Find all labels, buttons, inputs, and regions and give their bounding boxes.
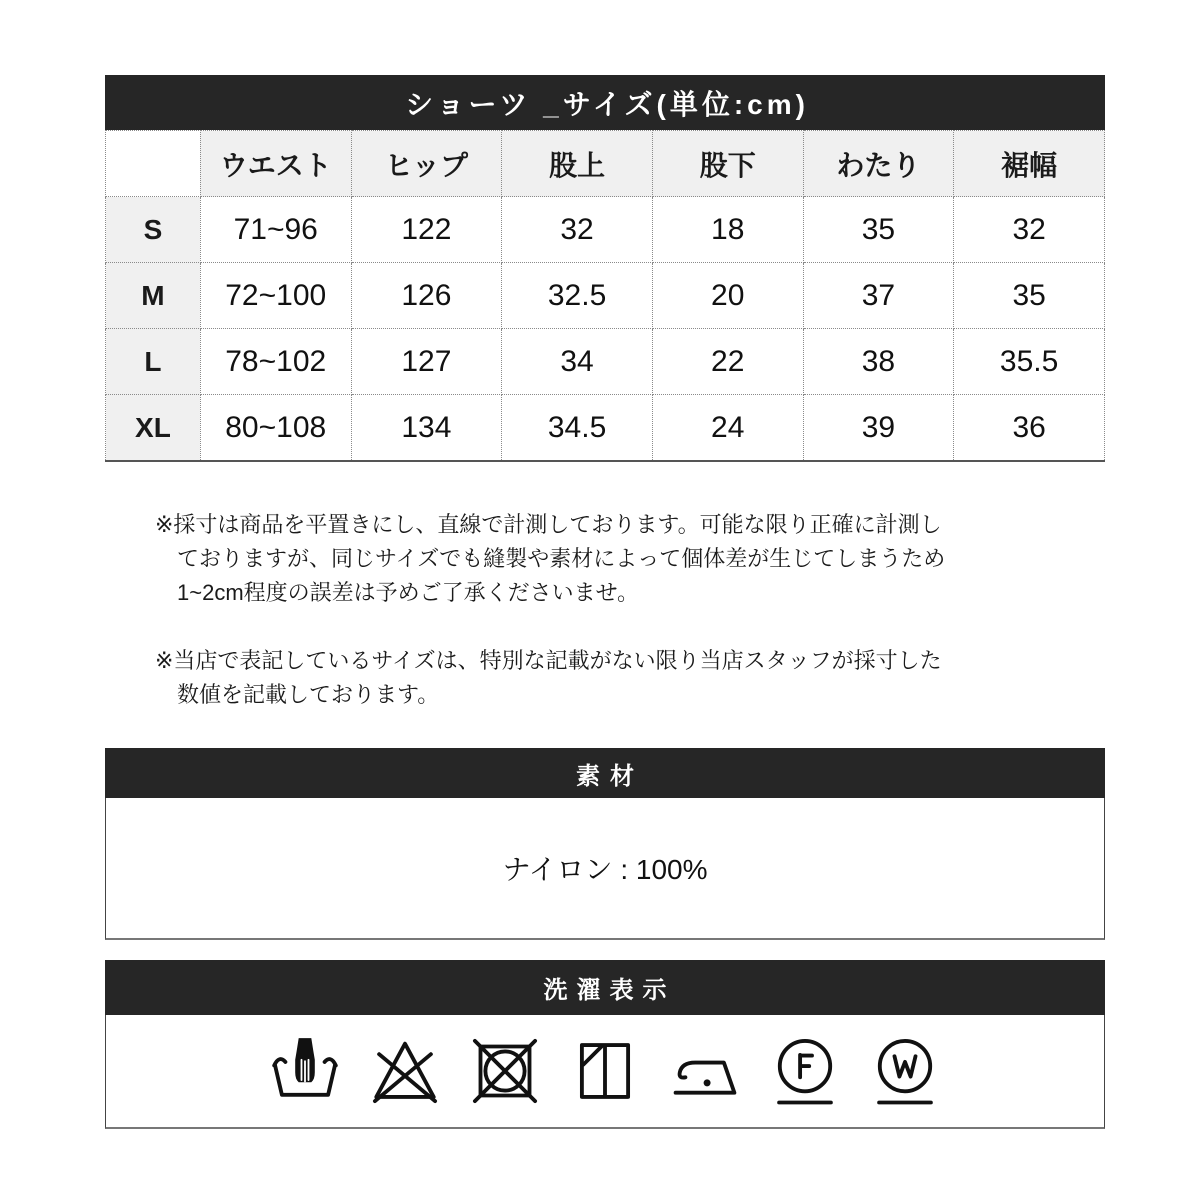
size-table: [105, 130, 1105, 462]
cell-inseam: 24: [652, 395, 803, 462]
column-header-inseam: 股下: [652, 131, 803, 197]
note-line: ※当店で表記しているサイズは、特別な記載がない限り当店スタッフが採寸した: [155, 648, 942, 673]
column-header-hip: ヒップ: [351, 131, 502, 197]
measurement-note: [155, 508, 1105, 610]
cell-waist: 80~108: [200, 395, 351, 462]
cell-waist: 72~100: [200, 263, 351, 329]
cell-thigh: 35: [803, 197, 954, 263]
note-line: ※採寸は商品を平置きにし、直線で計測しております。可能な限り正確に計測し: [155, 512, 942, 537]
cell-hem: 36: [954, 395, 1105, 462]
cell-hip: 134: [351, 395, 502, 462]
cell-thigh: 38: [803, 329, 954, 395]
material-value: ナイロン : 100%: [502, 854, 708, 885]
cell-inseam: 22: [652, 329, 803, 395]
column-header-rise: 股上: [502, 131, 653, 197]
cell-inseam: 18: [652, 197, 803, 263]
dry-clean-petroleum-gentle-icon: [770, 1034, 840, 1108]
cell-hem: 32: [954, 197, 1105, 263]
wet-clean-gentle-icon: [870, 1034, 940, 1108]
size-table-header-row: [106, 131, 1105, 197]
content-column: [105, 75, 1105, 1129]
cell-rise: 32.5: [502, 263, 653, 329]
column-header-hem: 裾幅: [954, 131, 1105, 197]
cell-hip: 126: [351, 263, 502, 329]
do-not-bleach-icon: [370, 1034, 440, 1108]
size-label: M: [106, 263, 201, 329]
cell-hip: 127: [351, 329, 502, 395]
cell-inseam: 20: [652, 263, 803, 329]
material-section-title: 素材: [105, 748, 1105, 798]
do-not-tumble-dry-icon: [470, 1034, 540, 1108]
table-row-xl: [106, 395, 1105, 462]
note-line: 数値を記載しております。: [177, 682, 440, 707]
cell-hem: 35: [954, 263, 1105, 329]
cell-rise: 34: [502, 329, 653, 395]
size-label: S: [106, 197, 201, 263]
cell-thigh: 37: [803, 263, 954, 329]
column-header-thigh: わたり: [803, 131, 954, 197]
staff-measured-note: [155, 644, 1105, 712]
cell-hip: 122: [351, 197, 502, 263]
corner-cell: [106, 131, 201, 197]
cell-waist: 78~102: [200, 329, 351, 395]
care-symbols-row: [105, 1015, 1105, 1129]
cell-rise: 32: [502, 197, 653, 263]
notes-block: [105, 508, 1105, 712]
size-label: L: [106, 329, 201, 395]
iron-low-heat-icon: [670, 1034, 740, 1108]
hand-wash-icon: [270, 1034, 340, 1108]
cell-hem: 35.5: [954, 329, 1105, 395]
note-line: ておりますが、同じサイズでも縫製や素材によって個体差が生じてしまうため: [177, 546, 946, 571]
note-line: 1~2cm程度の誤差は予めご了承くださいませ。: [177, 580, 639, 605]
washing-section-title: 洗濯表示: [105, 960, 1105, 1015]
cell-waist: 71~96: [200, 197, 351, 263]
cell-rise: 34.5: [502, 395, 653, 462]
table-row-l: [106, 329, 1105, 395]
cell-thigh: 39: [803, 395, 954, 462]
line-dry-in-shade-icon: [570, 1034, 640, 1108]
size-table-title: ショーツ _サイズ(単位:cm): [105, 75, 1105, 130]
table-row-m: [106, 263, 1105, 329]
material-box: [105, 798, 1105, 940]
size-label: XL: [106, 395, 201, 462]
table-row-s: [106, 197, 1105, 263]
column-header-waist: ウエスト: [200, 131, 351, 197]
